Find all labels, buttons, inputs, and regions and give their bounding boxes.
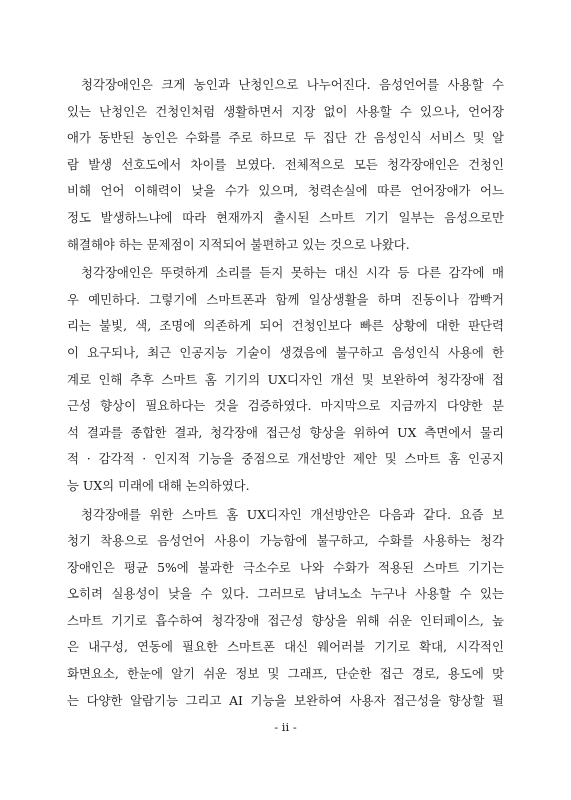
text-line: 화면요소, 한눈에 알기 쉬운 정보 및 그래프, 단순한 접근 경로, 용도에 맞 (67, 666, 504, 682)
text-line: 리는 불빛, 색, 조명에 의존하게 되어 건청인보다 빠른 상황에 대한 판단력 (67, 318, 504, 334)
text-line: 석 결과를 종합한 결과, 청각장애 접근성 향상을 위하여 UX 측면에서 물리 (67, 424, 504, 440)
paragraph-1 (67, 72, 504, 258)
text-line: 계로 인해 추후 스마트 홈 기기의 UX디자인 개선 및 보완하여 청각장애 접 (67, 371, 504, 387)
text-line: 청각장애인은 뚜렷하게 소리를 듣지 못하는 대신 시각 등 다른 감각에 매 (81, 265, 504, 281)
text-line: 해결해야 하는 문제점이 지적되어 불편하고 있는 것으로 나왔다. (67, 236, 410, 252)
text-line: 근성 향상이 필요하다는 것을 검증하였다. 마지막으로 지금까지 다양한 분 (67, 398, 504, 414)
text-line: 는 다양한 알람기능 그리고 AI 기능을 보완하여 사용자 접근성을 향상할 필 (67, 692, 504, 708)
text-line: 은 내구성, 연동에 필요한 스마트폰 대신 웨어러블 기기로 확대, 시각적인 (67, 639, 504, 655)
text-line: 람 발생 선호도에서 차이를 보였다. 전체적으로 모든 청각장애인은 건청인 (67, 156, 504, 172)
text-line: 스마트 기기로 흡수하여 청각장애 접근성 향상을 위해 쉬운 인터페이스, 높 (67, 612, 504, 628)
text-line: 정도 발생하느냐에 따라 현재까지 출시된 스마트 기기 일부는 음성으로만 (67, 209, 504, 225)
text-line: 우 예민하다. 그렇기에 스마트폰과 함께 일상생활을 하며 진동이나 깜빡거 (67, 291, 504, 307)
text-line: 장애인은 평균 5%에 불과한 극소수로 나와 수화가 적용된 스마트 기기는 (67, 559, 504, 575)
text-line: 청기 착용으로 음성언어 사용이 가능함에 불구하고, 수화를 사용하는 청각 (67, 533, 504, 549)
text-line: 이 요구되나, 최근 인공지능 기술이 생겼음에 불구하고 음성인식 사용에 한 (67, 344, 504, 360)
body-text (67, 72, 504, 716)
text-line: 있는 난청인은 건청인처럼 생활하면서 지장 없이 사용할 수 있으나, 언어장 (67, 103, 504, 119)
text-line: 능 UX의 미래에 대해 논의하였다. (67, 477, 250, 493)
page-number: - ii - (274, 720, 297, 734)
text-line: 적 · 감각적 · 인지적 기능을 중점으로 개선방안 제안 및 스마트 홈 인공지 (67, 451, 504, 467)
text-line: 청각장애를 위한 스마트 홈 UX디자인 개선방안은 다음과 같다. 요즘 보 (81, 506, 504, 522)
text-line: 오히려 실용성이 낮을 수 있다. 그러므로 남녀노소 누구나 사용할 수 있는 (67, 586, 504, 602)
paragraph-3 (67, 502, 504, 715)
paragraph-2 (67, 260, 504, 499)
text-line: 청각장애인은 크게 농인과 난청인으로 나누어진다. 음성언어를 사용할 수 (81, 77, 504, 92)
text-line: 애가 동반된 농인은 수화를 주로 하므로 두 집단 간 음성인식 서비스 및 알 (67, 130, 504, 146)
text-line: 비해 언어 이해력이 낮을 수가 있으며, 청력손실에 따른 언어장애가 어느 (67, 183, 504, 199)
